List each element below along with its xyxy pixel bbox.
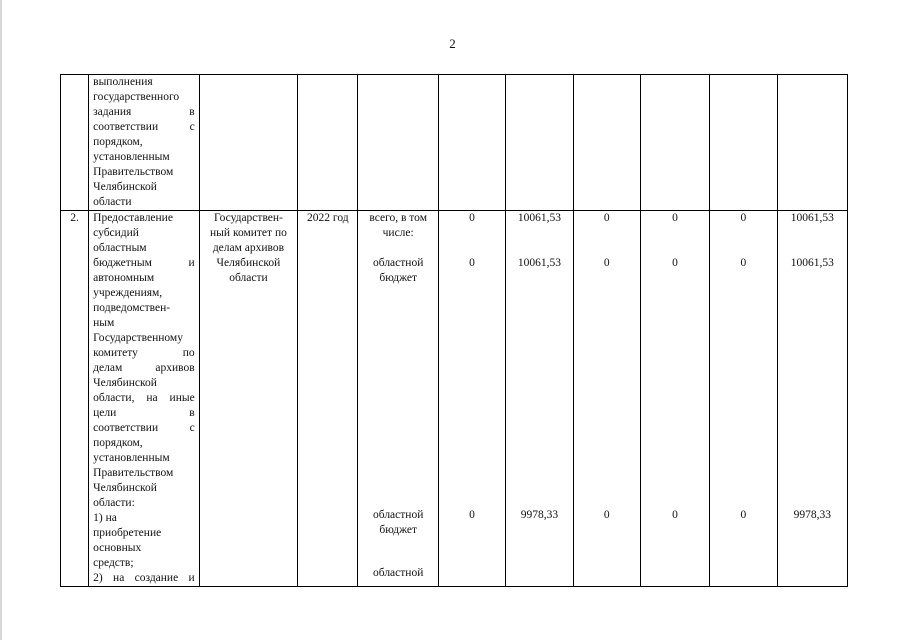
page-edge-shadow	[0, 0, 2, 640]
source-line: всего, в том	[369, 212, 427, 224]
value: 10061,53	[790, 212, 834, 224]
source-line: областной	[373, 567, 424, 579]
cell-value-total	[777, 211, 847, 587]
desc-line: порядком,	[93, 136, 143, 148]
executor-line: делам архивов	[212, 242, 285, 254]
value: 0	[603, 257, 610, 269]
table-row-continuation	[61, 75, 848, 211]
desc-line: области	[93, 196, 132, 208]
desc-line: Челябинской	[93, 482, 157, 494]
cell-value	[777, 75, 847, 211]
desc-line: основных	[93, 542, 142, 554]
desc-line: Челябинской	[93, 377, 157, 389]
value: 9978,33	[520, 509, 559, 521]
value: 10061,53	[517, 212, 561, 224]
desc-line: 1) на	[93, 512, 117, 524]
cell-value	[506, 75, 573, 211]
cell-description	[89, 211, 200, 587]
cell-source	[358, 211, 438, 587]
cell-value-col4	[640, 211, 709, 587]
cell-executor	[199, 211, 298, 587]
desc-line: области, на иные	[93, 392, 195, 404]
desc-line: Челябинской	[93, 181, 157, 193]
cell-value-col5	[710, 211, 777, 587]
source-line: числе:	[382, 227, 414, 239]
value: 9978,33	[793, 509, 831, 521]
desc-line: автономным	[93, 272, 155, 284]
cell-description	[89, 75, 200, 211]
desc-line: приобретение	[93, 527, 162, 539]
executor-line: области	[229, 272, 268, 284]
table-row-2	[61, 211, 848, 587]
desc-line: установленным	[93, 452, 170, 464]
desc-line: Предоставление	[93, 212, 173, 224]
cell-executor	[199, 75, 298, 211]
cell-value	[573, 75, 640, 211]
cell-num	[61, 75, 89, 211]
cell-value-col3	[573, 211, 640, 587]
page-number: 2	[449, 36, 456, 51]
cell-value	[438, 75, 505, 211]
desc-line: областным	[93, 242, 147, 254]
value: 10061,53	[790, 257, 834, 269]
value: 0	[740, 212, 747, 224]
executor-line: Государствен-	[213, 212, 283, 224]
value: 0	[740, 509, 747, 521]
desc-line: делам архивов	[93, 362, 195, 374]
desc-line: бюджетным и	[93, 257, 195, 269]
value: 0	[740, 257, 747, 269]
desc-line: подведомствен-	[93, 302, 171, 314]
cell-value	[640, 75, 709, 211]
desc-line: средств;	[93, 557, 134, 569]
desc-line: Правительством	[93, 467, 174, 479]
executor-line: Челябинской	[216, 257, 281, 269]
desc-line: субсидий	[93, 227, 139, 239]
desc-line: задания в	[93, 106, 195, 118]
desc-line: выполнения	[93, 76, 153, 88]
source-line: областной	[373, 257, 424, 269]
desc-line: 2) на создание и	[93, 572, 195, 584]
program-table	[60, 74, 848, 587]
value: 0	[603, 509, 610, 521]
desc-line: соответствии с	[93, 422, 195, 434]
desc-line: цели в	[93, 407, 195, 419]
value: 0	[469, 212, 475, 224]
source-line: бюджет	[379, 524, 417, 536]
value: 0	[469, 509, 475, 521]
desc-line: Правительством	[93, 166, 174, 178]
executor-line: ный комитет по	[210, 227, 287, 239]
desc-line: государственного	[93, 91, 180, 103]
value: 0	[469, 257, 475, 269]
cell-year	[298, 211, 358, 587]
cell-source	[358, 75, 438, 211]
source-line: бюджет	[379, 272, 417, 284]
desc-line: комитету по	[93, 347, 195, 359]
desc-line: области:	[93, 497, 135, 509]
desc-line: Государственному	[93, 332, 183, 344]
cell-value	[710, 75, 777, 211]
value: 0	[672, 212, 678, 224]
value: 0	[603, 212, 610, 224]
desc-line: ным	[93, 317, 115, 329]
cell-year	[298, 75, 358, 211]
source-line: областной	[373, 509, 424, 521]
desc-line: соответствии с	[93, 121, 195, 133]
cell-value-col2	[506, 211, 573, 587]
value: 0	[672, 257, 678, 269]
desc-line: установленным	[93, 151, 170, 163]
year-text: 2022 год	[307, 212, 349, 224]
value: 0	[672, 509, 678, 521]
row-number: 2.	[61, 211, 89, 587]
desc-line: учреждениям,	[93, 287, 163, 299]
desc-line: порядком,	[93, 437, 143, 449]
value: 10061,53	[517, 257, 561, 269]
cell-value-col1	[438, 211, 505, 587]
